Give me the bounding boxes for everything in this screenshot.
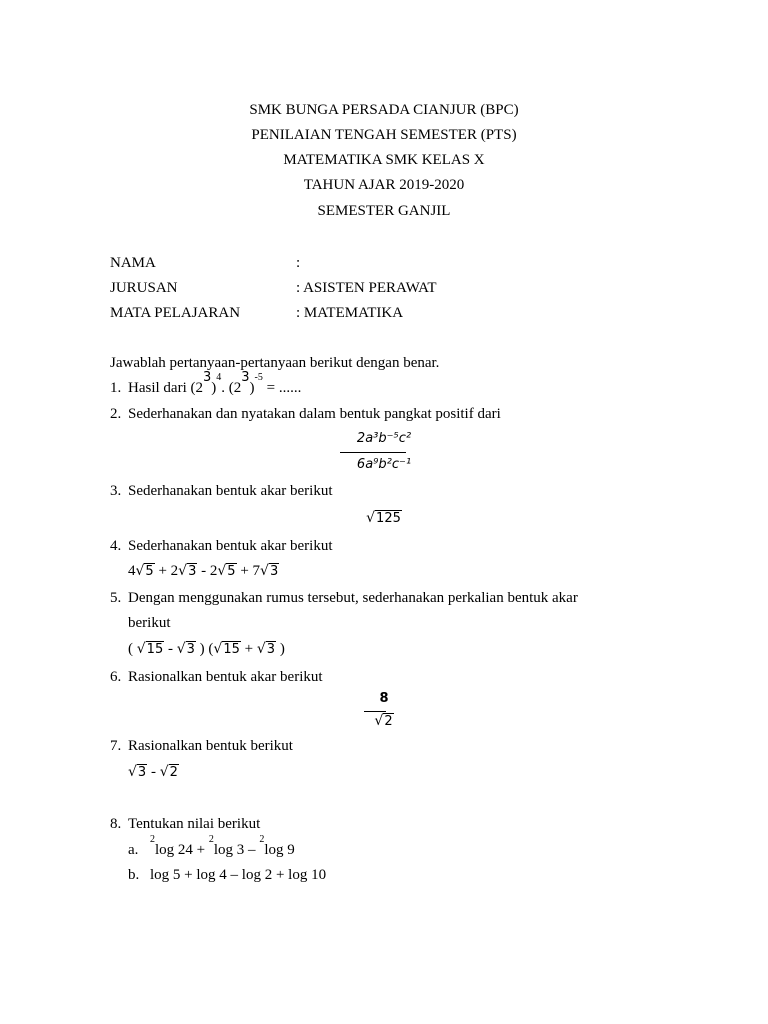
q6-denominator: √2: [374, 713, 393, 729]
q8b-label: b.: [128, 867, 140, 883]
q8a-expression: $^2$log 24 + $^2$log 3 – $^2$log 9: [150, 834, 295, 858]
subject-class: MATEMATIKA SMK KELAS X: [283, 152, 485, 168]
semester: SEMESTER GANJIL: [317, 203, 451, 219]
q2-denominator: 6a⁹b²c⁻¹: [356, 457, 412, 472]
q6-fraction-bar: [364, 711, 386, 712]
exam-title: PENILAIAN TENGAH SEMESTER (PTS): [251, 127, 517, 143]
q5-number: 5.: [110, 590, 122, 606]
q8b-expression: log 5 + log 4 – log 2 + log 10: [150, 867, 327, 883]
identity-value-jurusan: : ASISTEN PERAWAT: [296, 280, 437, 296]
school-name: SMK BUNGA PERSADA CIANJUR (BPC): [249, 102, 519, 118]
q2-fraction-bar: [340, 452, 406, 453]
q8-text: Tentukan nilai berikut: [128, 816, 261, 832]
q1-text: Hasil dari $(2^3)^4$. $(2^3)^{-5}$ = ......: [128, 370, 302, 396]
q5-expression: ( √15 - √3 ) (√15 + √3 ): [128, 641, 285, 657]
q4-number: 4.: [110, 538, 122, 554]
identity-label-mapel: MATA PELAJARAN: [110, 305, 241, 321]
q7-expression: √3 - √2: [128, 764, 178, 780]
q4-expression: 4√5 + 2√3 - 2√5 + 7√3: [128, 563, 279, 579]
identity-value-mapel: : MATEMATIKA: [296, 305, 404, 321]
q7-text: Rasionalkan bentuk berikut: [128, 738, 293, 754]
identity-label-nama: NAMA: [110, 255, 156, 271]
q8-number: 8.: [110, 816, 122, 832]
q5-text-continued: berikut: [128, 615, 171, 631]
q3-number: 3.: [110, 483, 122, 499]
q4-text: Sederhanakan bentuk akar berikut: [128, 538, 333, 554]
q6-number: 6.: [110, 669, 122, 685]
q1-number: 1.: [110, 380, 122, 396]
q3-expression: √125: [366, 510, 401, 526]
q8a-label: a.: [128, 842, 139, 858]
q2-numerator: 2a³b⁻⁵c²: [356, 431, 412, 446]
q7-number: 7.: [110, 738, 122, 754]
instruction: Jawablah pertanyaan-pertanyaan berikut dengan benar.: [110, 355, 440, 371]
identity-value-nama: :: [296, 255, 301, 271]
identity-label-jurusan: JURUSAN: [110, 280, 178, 296]
q6-numerator: 8: [379, 691, 389, 706]
q6-text: Rasionalkan bentuk akar berikut: [128, 669, 323, 685]
q2-number: 2.: [110, 406, 122, 422]
q5-text: Dengan menggunakan rumus tersebut, sederhanakan perkalian bentuk akar: [128, 590, 578, 606]
academic-year: TAHUN AJAR 2019-2020: [303, 177, 465, 193]
q3-text: Sederhanakan bentuk akar berikut: [128, 483, 333, 499]
q2-text: Sederhanakan dan nyatakan dalam bentuk pangkat positif dari: [128, 406, 501, 422]
